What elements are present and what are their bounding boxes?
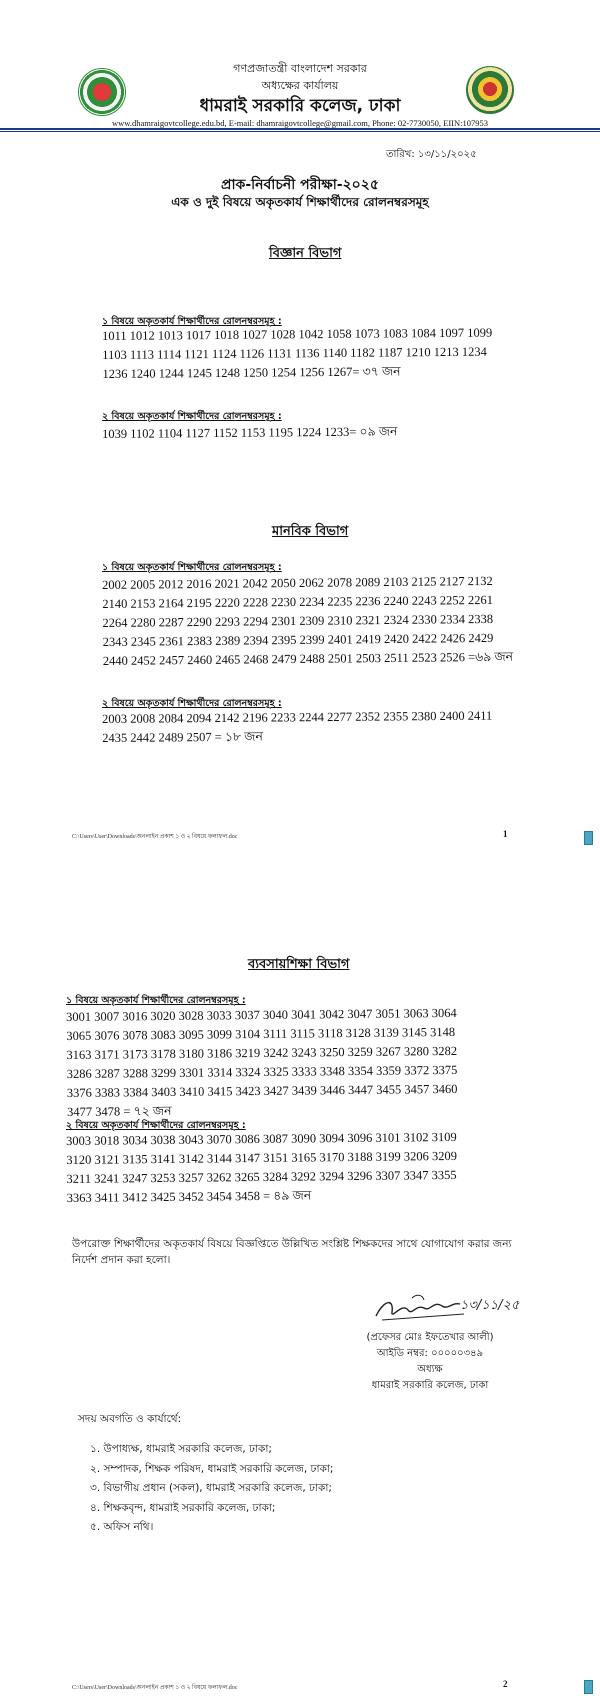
page-marker: [584, 831, 593, 845]
header-line-2: অধ্যক্ষের কার্যালয়: [261, 79, 339, 92]
signature-date: ১৩/১১/২৫: [460, 1298, 520, 1313]
cc-item: ১. উপাধ্যক্ষ, ধামরাই সরকারি কলেজ, ঢাকা;: [90, 1443, 272, 1455]
humanities-two-subject-label: ২ বিষয়ে অকৃতকার্য শিক্ষার্থীদের রোলনম্বরসমূহ :: [102, 698, 282, 709]
notice-title: প্রাক-নির্বাচনী পরীক্ষা-২০২৫: [221, 177, 379, 193]
roll-line: 3477 3478 = ৭২ জন: [67, 1103, 172, 1119]
roll-line: 3286 3287 3288 3299 3301 3314 3324 3325 3333 3348 3354 3359 3372 3375: [66, 1062, 458, 1081]
page-1-footer-path: C:\Users\User\Downloads\অনলাইন প্রকাশ ১ ও ২ বিষয়ে ফলাফল.doc: [72, 834, 238, 840]
cc-item: ৪. শিক্ষকবৃন্দ, ধামরাই সরকারি কলেজ, ঢাকা;: [90, 1501, 276, 1514]
signatory-name: (প্রফেসর মোঃ ইফতেখার আলী): [366, 1332, 494, 1343]
science-two-subject-label: ২ বিষয়ে অকৃতকার্য শিক্ষার্থীদের রোলনম্বরসমূহ :: [102, 411, 282, 422]
cc-list: [90, 1440, 333, 1538]
page-1-number: 1: [503, 829, 508, 839]
business-two-subject-label: ২ বিষয়ে অকৃতকার্য শিক্ষার্থীদের রোলনম্বরসমূহ :: [66, 1120, 246, 1131]
roll-line: 2140 2153 2164 2195 2220 2228 2230 2234 2235 2236 2240 2243 2252 2261: [102, 592, 493, 611]
science-one-subject-label: ১ বিষয়ে অকৃতকার্য শিক্ষার্থীদের রোলনম্বরসমূহ :: [102, 316, 282, 327]
roll-line: 1011 1012 1013 1017 1018 1027 1028 1042 1058 1073 1083 1084 1097 1099: [102, 325, 493, 343]
roll-line: 3363 3411 3412 3425 3452 3454 3458 = ৪৯ জন: [66, 1188, 312, 1205]
header-divider: [0, 128, 600, 130]
roll-line: 1236 1240 1244 1245 1248 1250 1254 1256 1267= ৩৭ জন: [102, 364, 401, 381]
roll-line: 2003 2008 2084 2094 2142 2196 2233 2244 2277 2352 2355 2380 2400 2411: [102, 708, 493, 726]
signatory-college: ধামরাই সরকারি কলেজ, ঢাকা: [371, 1380, 489, 1391]
college-name: ধামরাই সরকারি কলেজ, ঢাকা: [199, 96, 401, 116]
contact-line: www.dhamraigovtcollege.edu.bd, E-mail: dhamraigovtcollege@gmail.com, Phone: 02-7730050, EIIN:107953: [112, 118, 488, 128]
roll-line: 3120 3121 3135 3141 3142 3144 3147 3151 3165 3170 3188 3199 3206 3209: [66, 1148, 457, 1167]
signatory-id: আইডি নম্বর: ০০০০০৩৪৯: [376, 1348, 484, 1359]
page-marker: [584, 1680, 593, 1694]
cc-heading: সদয় অবগতি ও কার্যার্থে:: [78, 1413, 182, 1425]
notice-subtitle: এক ও দুই বিষয়ে অকৃতকার্য শিক্ষার্থীদের রোলনম্বরসমূহ: [171, 195, 429, 209]
roll-line: 2435 2442 2489 2507 = ১৮ জন: [102, 729, 263, 745]
roll-line: 1039 1102 1104 1127 1152 1153 1195 1224 1233= ০৯ জন: [102, 424, 398, 441]
header-divider-thin: [0, 131, 600, 132]
roll-line: 3065 3076 3078 3083 3095 3099 3104 3111 3115 3118 3128 3139 3145 3148: [66, 1024, 456, 1043]
roll-line: 2264 2280 2287 2290 2293 2294 2301 2309 2310 2321 2324 2330 2334 2338: [102, 611, 494, 630]
roll-line: 3376 3383 3384 3403 3410 3415 3423 3427 3439 3446 3447 3455 3457 3460: [66, 1081, 458, 1100]
roll-line: 3001 3007 3016 3020 3028 3033 3037 3040 3041 3042 3047 3051 3063 3064: [66, 1005, 457, 1024]
business-one-subject-rolls: [66, 1004, 458, 1122]
header-line-1: গণপ্রজাতন্ত্রী বাংলাদেশ সরকার: [233, 62, 367, 75]
roll-line: 3003 3018 3034 3038 3043 3070 3086 3087 3090 3094 3096 3101 3102 3109: [66, 1129, 457, 1148]
business-two-subject-rolls: [66, 1128, 457, 1208]
cc-item: ৩. বিভাগীয় প্রধান (সকল), ধামরাই সরকারি কলেজ, ঢাকা;: [90, 1482, 332, 1494]
instruction-paragraph: উপরোক্ত শিক্ষার্থীদের অকৃতকার্য বিষয়ে বিজ্ঞপ্তিতে উল্লিখিত সংশ্লিষ্ট শিক্ষকদের সাথে যোগাযোগ করার জন্য নির্দেশ প্রদান করা হলো।: [72, 1238, 512, 1266]
science-one-subject-rolls: [102, 324, 493, 384]
signatory-designation: অধ্যক্ষ: [417, 1364, 443, 1375]
humanities-two-subject-rolls: [102, 707, 492, 748]
business-one-subject-label: ১ বিষয়ে অকৃতকার্য শিক্ষার্থীদের রোলনম্বরসমূহ :: [66, 995, 246, 1006]
notice-date: তারিখ: ১৩/১১/২০২৫: [386, 149, 477, 160]
roll-line: 2002 2005 2012 2016 2021 2042 2050 2062 2078 2089 2103 2125 2127 2132: [102, 573, 493, 592]
roll-line: 2440 2452 2457 2460 2465 2468 2479 2488 2501 2503 2511 2523 2526 =৬৯ জন: [102, 649, 514, 668]
cc-item: ৫. অফিস নথি।: [90, 1521, 154, 1533]
roll-line: 2343 2345 2361 2383 2389 2394 2395 2399 2401 2419 2420 2422 2426 2429: [102, 630, 494, 649]
humanities-heading: মানবিক বিভাগ: [272, 524, 349, 539]
cc-item: ২. সম্পাদক, শিক্ষক পরিষদ, ধামরাই সরকারি কলেজ, ঢাকা;: [90, 1462, 334, 1475]
roll-line: 3211 3241 3247 3253 3257 3262 3265 3284 3292 3294 3296 3307 3347 3355: [66, 1167, 457, 1186]
roll-line: 3163 3171 3173 3178 3180 3186 3219 3242 3243 3250 3259 3267 3280 3282: [66, 1043, 458, 1062]
page-2-number: 2: [503, 1679, 508, 1689]
science-two-subject-rolls: [102, 422, 398, 444]
roll-line: 1103 1113 1114 1121 1124 1126 1131 1136 1140 1182 1187 1210 1213 1234: [102, 344, 487, 362]
page-2-footer-path: C:\Users\User\Downloads\অনলাইন প্রকাশ ১ ও ২ বিষয়ে ফলাফল.doc: [72, 1685, 238, 1691]
science-heading: বিজ্ঞান বিভাগ: [269, 246, 342, 261]
humanities-one-subject-label: ১ বিষয়ে অকৃতকার্য শিক্ষার্থীদের রোলনম্বরসমূহ :: [102, 562, 282, 573]
humanities-one-subject-rolls: [102, 572, 513, 671]
business-heading: ব্যবসায়শিক্ষা বিভাগ: [248, 957, 350, 972]
